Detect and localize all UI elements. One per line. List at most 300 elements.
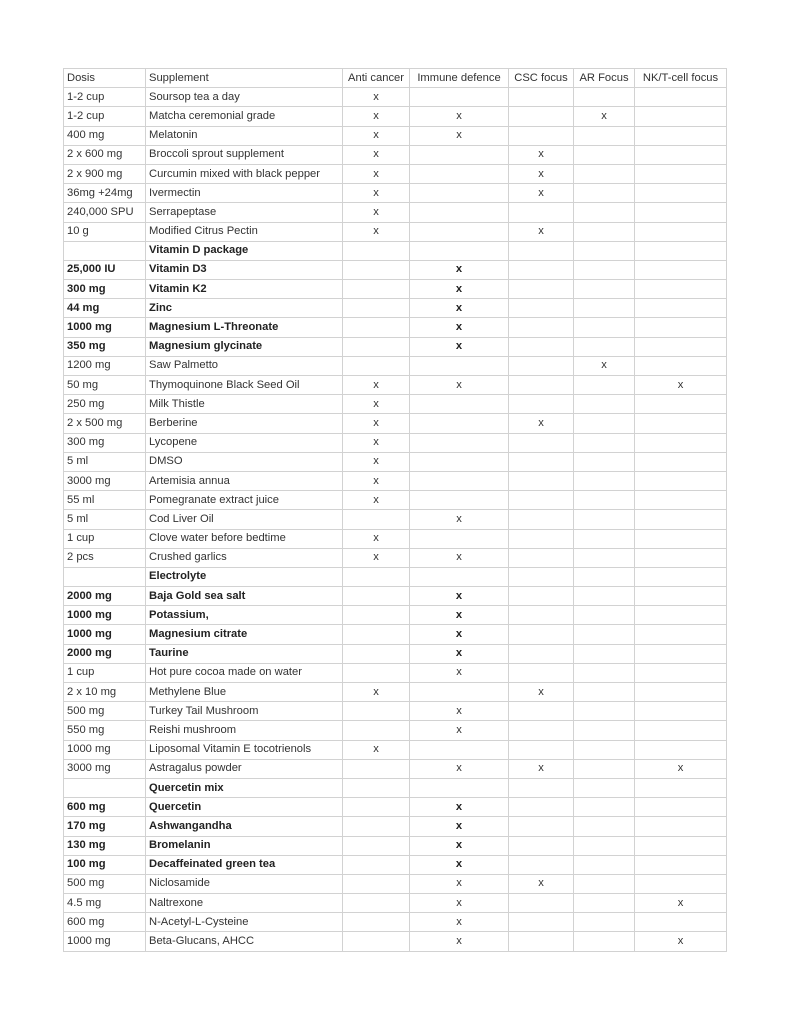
table-row <box>64 222 727 241</box>
anti-cancer-mark <box>343 932 410 951</box>
csc-focus-mark <box>509 798 574 817</box>
csc-focus-mark <box>509 740 574 759</box>
ar-focus-mark <box>574 644 635 663</box>
nk-t-cell-focus-mark <box>635 663 727 682</box>
immune-defence-mark <box>410 164 509 183</box>
csc-focus-mark <box>509 663 574 682</box>
nk-t-cell-focus-mark <box>635 318 727 337</box>
nk-t-cell-focus-mark <box>635 145 727 164</box>
supplement-cell: Niclosamide <box>146 874 343 893</box>
supplement-cell: Soursop tea a day <box>146 88 343 107</box>
nk-t-cell-focus-mark <box>635 606 727 625</box>
table-row <box>64 529 727 548</box>
nk-t-cell-focus-mark <box>635 241 727 260</box>
ar-focus-mark <box>574 88 635 107</box>
immune-defence-mark: x <box>410 855 509 874</box>
ar-focus-mark <box>574 587 635 606</box>
table-row <box>64 548 727 567</box>
table-row <box>64 740 727 759</box>
supplement-cell: Vitamin K2 <box>146 280 343 299</box>
dose-cell: 1 cup <box>64 663 146 682</box>
csc-focus-mark <box>509 280 574 299</box>
nk-t-cell-focus-mark <box>635 567 727 586</box>
table-row <box>64 433 727 452</box>
anti-cancer-mark <box>343 318 410 337</box>
immune-defence-mark: x <box>410 376 509 395</box>
supplement-cell: Astragalus powder <box>146 759 343 778</box>
ar-focus-mark <box>574 740 635 759</box>
csc-focus-mark <box>509 625 574 644</box>
ar-focus-mark <box>574 702 635 721</box>
ar-focus-mark: x <box>574 356 635 375</box>
anti-cancer-mark <box>343 913 410 932</box>
supplement-cell: Magnesium citrate <box>146 625 343 644</box>
dose-cell: 240,000 SPU <box>64 203 146 222</box>
table-row <box>64 471 727 490</box>
nk-t-cell-focus-mark <box>635 203 727 222</box>
table-row <box>64 318 727 337</box>
table-row <box>64 299 727 318</box>
nk-t-cell-focus-mark <box>635 644 727 663</box>
table-row <box>64 376 727 395</box>
immune-defence-mark: x <box>410 606 509 625</box>
ar-focus-mark <box>574 932 635 951</box>
table-row <box>64 184 727 203</box>
supplement-cell: Magnesium glycinate <box>146 337 343 356</box>
immune-defence-mark: x <box>410 644 509 663</box>
ar-focus-mark <box>574 836 635 855</box>
supplement-cell: Electrolyte <box>146 567 343 586</box>
table-row <box>64 126 727 145</box>
supplement-cell: Lycopene <box>146 433 343 452</box>
immune-defence-mark <box>410 740 509 759</box>
dose-cell: 170 mg <box>64 817 146 836</box>
anti-cancer-mark <box>343 337 410 356</box>
supplement-cell: Vitamin D package <box>146 241 343 260</box>
csc-focus-mark: x <box>509 145 574 164</box>
anti-cancer-mark <box>343 356 410 375</box>
nk-t-cell-focus-mark <box>635 184 727 203</box>
dose-cell: 2 pcs <box>64 548 146 567</box>
table-row <box>64 894 727 913</box>
immune-defence-mark <box>410 433 509 452</box>
ar-focus-mark <box>574 510 635 529</box>
anti-cancer-mark <box>343 894 410 913</box>
table-row <box>64 260 727 279</box>
supplement-cell: Crushed garlics <box>146 548 343 567</box>
supplement-table <box>63 68 727 952</box>
nk-t-cell-focus-mark: x <box>635 894 727 913</box>
csc-focus-mark: x <box>509 184 574 203</box>
csc-focus-mark <box>509 587 574 606</box>
ar-focus-mark <box>574 145 635 164</box>
csc-focus-mark <box>509 548 574 567</box>
csc-focus-mark <box>509 913 574 932</box>
ar-focus-mark <box>574 471 635 490</box>
dose-cell: 500 mg <box>64 874 146 893</box>
csc-focus-mark <box>509 817 574 836</box>
dose-cell: 1000 mg <box>64 606 146 625</box>
immune-defence-mark <box>410 395 509 414</box>
supplement-cell: Thymoquinone Black Seed Oil <box>146 376 343 395</box>
ar-focus-mark <box>574 280 635 299</box>
ar-focus-mark <box>574 126 635 145</box>
immune-defence-mark: x <box>410 874 509 893</box>
table-row <box>64 644 727 663</box>
table-row <box>64 798 727 817</box>
supplement-cell: Taurine <box>146 644 343 663</box>
csc-focus-mark: x <box>509 164 574 183</box>
dose-cell: 36mg +24mg <box>64 184 146 203</box>
immune-defence-mark <box>410 778 509 797</box>
supplement-cell: Turkey Tail Mushroom <box>146 702 343 721</box>
csc-focus-mark <box>509 702 574 721</box>
nk-t-cell-focus-mark <box>635 337 727 356</box>
immune-defence-mark <box>410 683 509 702</box>
dose-cell: 300 mg <box>64 280 146 299</box>
dose-cell: 2 x 500 mg <box>64 414 146 433</box>
nk-t-cell-focus-mark <box>635 395 727 414</box>
ar-focus-mark <box>574 548 635 567</box>
supplement-cell: Curcumin mixed with black pepper <box>146 164 343 183</box>
dose-cell: 55 ml <box>64 491 146 510</box>
anti-cancer-mark <box>343 721 410 740</box>
csc-focus-mark <box>509 260 574 279</box>
csc-focus-mark <box>509 356 574 375</box>
dose-cell: 1200 mg <box>64 356 146 375</box>
dose-cell <box>64 567 146 586</box>
dose-cell: 250 mg <box>64 395 146 414</box>
anti-cancer-mark: x <box>343 126 410 145</box>
nk-t-cell-focus-mark <box>635 836 727 855</box>
ar-focus-mark <box>574 567 635 586</box>
supplement-cell: Potassium, <box>146 606 343 625</box>
header-csc-focus: CSC focus <box>509 69 574 88</box>
ar-focus-mark <box>574 299 635 318</box>
immune-defence-mark <box>410 471 509 490</box>
supplement-cell: Vitamin D3 <box>146 260 343 279</box>
anti-cancer-mark <box>343 702 410 721</box>
nk-t-cell-focus-mark <box>635 855 727 874</box>
table-row <box>64 356 727 375</box>
csc-focus-mark <box>509 126 574 145</box>
nk-t-cell-focus-mark <box>635 874 727 893</box>
table-row <box>64 702 727 721</box>
csc-focus-mark <box>509 721 574 740</box>
dose-cell: 4.5 mg <box>64 894 146 913</box>
csc-focus-mark <box>509 376 574 395</box>
immune-defence-mark <box>410 529 509 548</box>
anti-cancer-mark: x <box>343 414 410 433</box>
immune-defence-mark: x <box>410 721 509 740</box>
anti-cancer-mark <box>343 510 410 529</box>
csc-focus-mark <box>509 567 574 586</box>
dose-cell: 5 ml <box>64 510 146 529</box>
immune-defence-mark: x <box>410 126 509 145</box>
csc-focus-mark <box>509 510 574 529</box>
table-row <box>64 663 727 682</box>
table-row <box>64 913 727 932</box>
supplement-cell: Milk Thistle <box>146 395 343 414</box>
table-row <box>64 625 727 644</box>
csc-focus-mark <box>509 395 574 414</box>
ar-focus-mark <box>574 452 635 471</box>
supplement-cell: Cod Liver Oil <box>146 510 343 529</box>
anti-cancer-mark: x <box>343 164 410 183</box>
anti-cancer-mark: x <box>343 471 410 490</box>
anti-cancer-mark: x <box>343 376 410 395</box>
anti-cancer-mark: x <box>343 88 410 107</box>
anti-cancer-mark <box>343 280 410 299</box>
supplement-cell: Quercetin <box>146 798 343 817</box>
dose-cell: 25,000 IU <box>64 260 146 279</box>
supplement-cell: N-Acetyl-L-Cysteine <box>146 913 343 932</box>
dose-cell: 100 mg <box>64 855 146 874</box>
nk-t-cell-focus-mark <box>635 721 727 740</box>
csc-focus-mark <box>509 836 574 855</box>
table-row <box>64 855 727 874</box>
dose-cell: 550 mg <box>64 721 146 740</box>
nk-t-cell-focus-mark <box>635 471 727 490</box>
dose-cell: 2000 mg <box>64 644 146 663</box>
dose-cell: 44 mg <box>64 299 146 318</box>
csc-focus-mark <box>509 433 574 452</box>
ar-focus-mark <box>574 337 635 356</box>
csc-focus-mark <box>509 606 574 625</box>
anti-cancer-mark <box>343 855 410 874</box>
nk-t-cell-focus-mark <box>635 164 727 183</box>
ar-focus-mark <box>574 164 635 183</box>
nk-t-cell-focus-mark <box>635 280 727 299</box>
ar-focus-mark <box>574 606 635 625</box>
anti-cancer-mark: x <box>343 529 410 548</box>
table-row <box>64 164 727 183</box>
anti-cancer-mark: x <box>343 107 410 126</box>
supplement-cell: Zinc <box>146 299 343 318</box>
supplement-cell: Bromelanin <box>146 836 343 855</box>
csc-focus-mark <box>509 337 574 356</box>
ar-focus-mark <box>574 260 635 279</box>
immune-defence-mark <box>410 88 509 107</box>
immune-defence-mark: x <box>410 587 509 606</box>
table-row <box>64 510 727 529</box>
csc-focus-mark <box>509 241 574 260</box>
table-row <box>64 414 727 433</box>
immune-defence-mark: x <box>410 913 509 932</box>
header-row <box>64 69 727 88</box>
nk-t-cell-focus-mark <box>635 798 727 817</box>
nk-t-cell-focus-mark <box>635 414 727 433</box>
csc-focus-mark <box>509 894 574 913</box>
dose-cell: 5 ml <box>64 452 146 471</box>
anti-cancer-mark <box>343 874 410 893</box>
anti-cancer-mark <box>343 644 410 663</box>
table-row <box>64 395 727 414</box>
dose-cell: 1-2 cup <box>64 88 146 107</box>
table-row <box>64 836 727 855</box>
csc-focus-mark <box>509 88 574 107</box>
csc-focus-mark <box>509 855 574 874</box>
dose-cell <box>64 778 146 797</box>
supplement-cell: Ashwangandha <box>146 817 343 836</box>
dose-cell: 600 mg <box>64 913 146 932</box>
immune-defence-mark <box>410 203 509 222</box>
csc-focus-mark <box>509 299 574 318</box>
supplement-cell: Saw Palmetto <box>146 356 343 375</box>
supplement-cell: Matcha ceremonial grade <box>146 107 343 126</box>
ar-focus-mark <box>574 683 635 702</box>
dose-cell: 10 g <box>64 222 146 241</box>
anti-cancer-mark <box>343 606 410 625</box>
ar-focus-mark <box>574 798 635 817</box>
table-row <box>64 817 727 836</box>
ar-focus-mark <box>574 759 635 778</box>
supplement-cell: Baja Gold sea salt <box>146 587 343 606</box>
csc-focus-mark <box>509 778 574 797</box>
dose-cell: 1-2 cup <box>64 107 146 126</box>
anti-cancer-mark: x <box>343 548 410 567</box>
nk-t-cell-focus-mark <box>635 452 727 471</box>
immune-defence-mark: x <box>410 510 509 529</box>
anti-cancer-mark: x <box>343 683 410 702</box>
ar-focus-mark <box>574 817 635 836</box>
immune-defence-mark: x <box>410 663 509 682</box>
immune-defence-mark <box>410 184 509 203</box>
ar-focus-mark <box>574 318 635 337</box>
dose-cell: 2 x 900 mg <box>64 164 146 183</box>
immune-defence-mark: x <box>410 702 509 721</box>
immune-defence-mark <box>410 567 509 586</box>
table-row <box>64 721 727 740</box>
ar-focus-mark <box>574 184 635 203</box>
nk-t-cell-focus-mark <box>635 817 727 836</box>
nk-t-cell-focus-mark <box>635 778 727 797</box>
supplement-cell: Modified Citrus Pectin <box>146 222 343 241</box>
ar-focus-mark: x <box>574 107 635 126</box>
csc-focus-mark: x <box>509 222 574 241</box>
immune-defence-mark <box>410 145 509 164</box>
nk-t-cell-focus-mark <box>635 740 727 759</box>
csc-focus-mark: x <box>509 874 574 893</box>
anti-cancer-mark <box>343 778 410 797</box>
dose-cell: 2 x 10 mg <box>64 683 146 702</box>
supplement-cell: Artemisia annua <box>146 471 343 490</box>
csc-focus-mark <box>509 471 574 490</box>
supplement-cell: Quercetin mix <box>146 778 343 797</box>
immune-defence-mark: x <box>410 798 509 817</box>
nk-t-cell-focus-mark <box>635 510 727 529</box>
anti-cancer-mark <box>343 260 410 279</box>
ar-focus-mark <box>574 625 635 644</box>
nk-t-cell-focus-mark <box>635 702 727 721</box>
anti-cancer-mark: x <box>343 203 410 222</box>
anti-cancer-mark: x <box>343 452 410 471</box>
ar-focus-mark <box>574 414 635 433</box>
nk-t-cell-focus-mark: x <box>635 932 727 951</box>
supplement-cell: Hot pure cocoa made on water <box>146 663 343 682</box>
dose-cell: 1000 mg <box>64 932 146 951</box>
anti-cancer-mark: x <box>343 433 410 452</box>
anti-cancer-mark <box>343 759 410 778</box>
immune-defence-mark <box>410 222 509 241</box>
nk-t-cell-focus-mark: x <box>635 376 727 395</box>
anti-cancer-mark: x <box>343 491 410 510</box>
ar-focus-mark <box>574 222 635 241</box>
anti-cancer-mark: x <box>343 145 410 164</box>
supplement-cell: Decaffeinated green tea <box>146 855 343 874</box>
table-row <box>64 606 727 625</box>
supplement-page <box>63 68 727 952</box>
anti-cancer-mark: x <box>343 740 410 759</box>
csc-focus-mark <box>509 529 574 548</box>
supplement-cell: Melatonin <box>146 126 343 145</box>
csc-focus-mark <box>509 491 574 510</box>
table-row <box>64 932 727 951</box>
immune-defence-mark <box>410 452 509 471</box>
dose-cell: 130 mg <box>64 836 146 855</box>
table-row <box>64 452 727 471</box>
table-body <box>64 69 727 952</box>
ar-focus-mark <box>574 491 635 510</box>
nk-t-cell-focus-mark <box>635 433 727 452</box>
dose-cell: 3000 mg <box>64 759 146 778</box>
ar-focus-mark <box>574 663 635 682</box>
ar-focus-mark <box>574 855 635 874</box>
anti-cancer-mark <box>343 625 410 644</box>
ar-focus-mark <box>574 529 635 548</box>
nk-t-cell-focus-mark <box>635 107 727 126</box>
header-dosis: Dosis <box>64 69 146 88</box>
dose-cell: 300 mg <box>64 433 146 452</box>
dose-cell: 1000 mg <box>64 318 146 337</box>
nk-t-cell-focus-mark: x <box>635 759 727 778</box>
supplement-cell: Naltrexone <box>146 894 343 913</box>
immune-defence-mark: x <box>410 299 509 318</box>
immune-defence-mark: x <box>410 318 509 337</box>
nk-t-cell-focus-mark <box>635 126 727 145</box>
table-row <box>64 337 727 356</box>
csc-focus-mark <box>509 107 574 126</box>
nk-t-cell-focus-mark <box>635 260 727 279</box>
anti-cancer-mark <box>343 836 410 855</box>
anti-cancer-mark <box>343 241 410 260</box>
nk-t-cell-focus-mark <box>635 683 727 702</box>
table-row <box>64 203 727 222</box>
immune-defence-mark: x <box>410 817 509 836</box>
ar-focus-mark <box>574 874 635 893</box>
dose-cell: 500 mg <box>64 702 146 721</box>
ar-focus-mark <box>574 721 635 740</box>
immune-defence-mark: x <box>410 280 509 299</box>
dose-cell: 350 mg <box>64 337 146 356</box>
anti-cancer-mark <box>343 798 410 817</box>
dose-cell: 2000 mg <box>64 587 146 606</box>
csc-focus-mark <box>509 203 574 222</box>
header-anti-cancer: Anti cancer <box>343 69 410 88</box>
supplement-cell: Methylene Blue <box>146 683 343 702</box>
ar-focus-mark <box>574 395 635 414</box>
header-immune-defence: Immune defence <box>410 69 509 88</box>
immune-defence-mark: x <box>410 107 509 126</box>
header-nk-t-cell-focus: NK/T-cell focus <box>635 69 727 88</box>
immune-defence-mark <box>410 414 509 433</box>
ar-focus-mark <box>574 376 635 395</box>
table-row <box>64 491 727 510</box>
table-row <box>64 587 727 606</box>
nk-t-cell-focus-mark <box>635 529 727 548</box>
anti-cancer-mark <box>343 663 410 682</box>
supplement-cell: Beta-Glucans, AHCC <box>146 932 343 951</box>
